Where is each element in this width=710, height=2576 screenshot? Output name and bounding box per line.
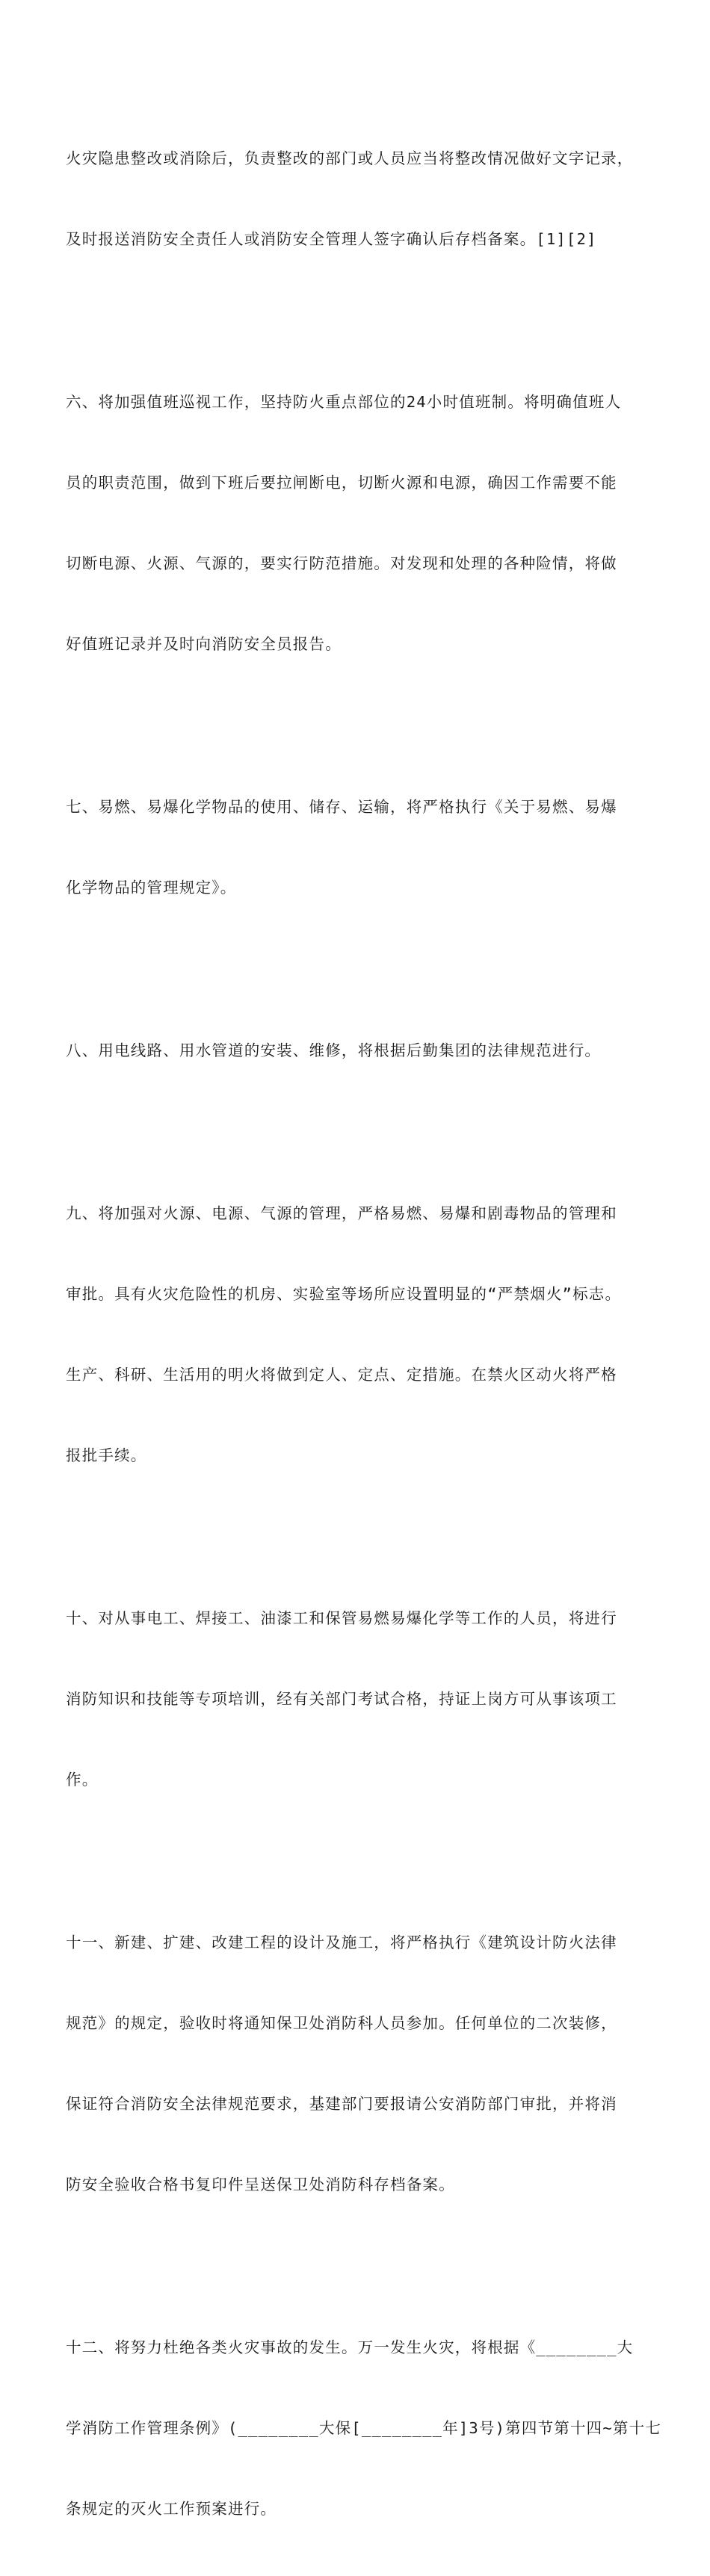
text-line: 规范》的规定，验收时将通知保卫处消防科人员参加。任何单位的二次装修， xyxy=(66,2014,617,2032)
text-line: 火灾隐患整改或消除后，负责整改的部门或人员应当将整改情况做好文字记录， xyxy=(66,149,634,167)
document-page xyxy=(66,91,662,2576)
text-line: 切断电源、火源、气源的，要实行防范措施。对发现和处理的各种险情，将做 xyxy=(66,554,617,572)
text-line: 化学物品的管理规定》。 xyxy=(66,879,237,897)
text-line: 员的职责范围，做到下班后要拉闸断电，切断火源和电源，确因工作需要不能 xyxy=(66,474,617,492)
paragraph-item-12 xyxy=(66,2280,662,2576)
paragraph-item-8 xyxy=(66,983,656,1118)
text-line: 防安全验收合格书复印件呈送保卫处消防科存档备案。 xyxy=(66,2176,455,2193)
text-line: 及时报送消防安全责任人或消防安全管理人签字确认后存档备案。[1][2] xyxy=(66,230,597,248)
text-line: 报批手续。 xyxy=(66,1446,147,1464)
text-line: 作。 xyxy=(66,1771,99,1789)
text-line: 十二、将努力杜绝各类火灾事故的发生。万一发生火灾，将根据《________大 xyxy=(66,2338,634,2356)
text-line: 消防知识和技能等专项培训，经有关部门考试合格，持证上岗方可从事该项工 xyxy=(66,1690,617,1708)
text-line: 生产、科研、生活用的明火将做到定人、定点、定措施。在禁火区动火将严格 xyxy=(66,1366,617,1384)
text-line: 好值班记录并及时向消防安全员报告。 xyxy=(66,635,342,653)
text-line: 六、将加强值班巡视工作，坚持防火重点部位的24小时值班制。将明确值班人 xyxy=(66,393,622,411)
paragraph-hazard-rectification xyxy=(66,91,656,306)
paragraph-item-11 xyxy=(66,1875,656,2252)
text-line: 条规定的灭火工作预案进行。 xyxy=(66,2500,277,2518)
paragraph-item-6 xyxy=(66,335,656,711)
paragraph-item-7 xyxy=(66,740,656,955)
text-line: 学消防工作管理条例》(________大保[________年]3号)第四节第十四~第十七 xyxy=(66,2419,662,2437)
text-line: 八、用电线路、用水管道的安装、维修，将根据后勤集团的法律规范进行。 xyxy=(66,1041,602,1059)
text-line: 七、易燃、易爆化学物品的使用、储存、运输，将严格执行《关于易燃、易爆 xyxy=(66,798,617,816)
text-line: 保证符合消防安全法律规范要求，基建部门要报请公安消防部门审批，并将消 xyxy=(66,2095,617,2113)
text-line: 十、对从事电工、焊接工、油漆工和保管易燃易爆化学等工作的人员，将进行 xyxy=(66,1609,617,1627)
text-line: 九、将加强对火源、电源、气源的管理，严格易燃、易爆和剧毒物品的管理和 xyxy=(66,1204,617,1222)
text-line: 审批。具有火灾危险性的机房、实验室等场所应设置明显的“严禁烟火”标志。 xyxy=(66,1285,622,1303)
paragraph-item-9 xyxy=(66,1146,656,1523)
paragraph-item-10 xyxy=(66,1551,656,1847)
text-line: 十一、新建、扩建、改建工程的设计及施工，将严格执行《建筑设计防火法律 xyxy=(66,1933,617,1951)
